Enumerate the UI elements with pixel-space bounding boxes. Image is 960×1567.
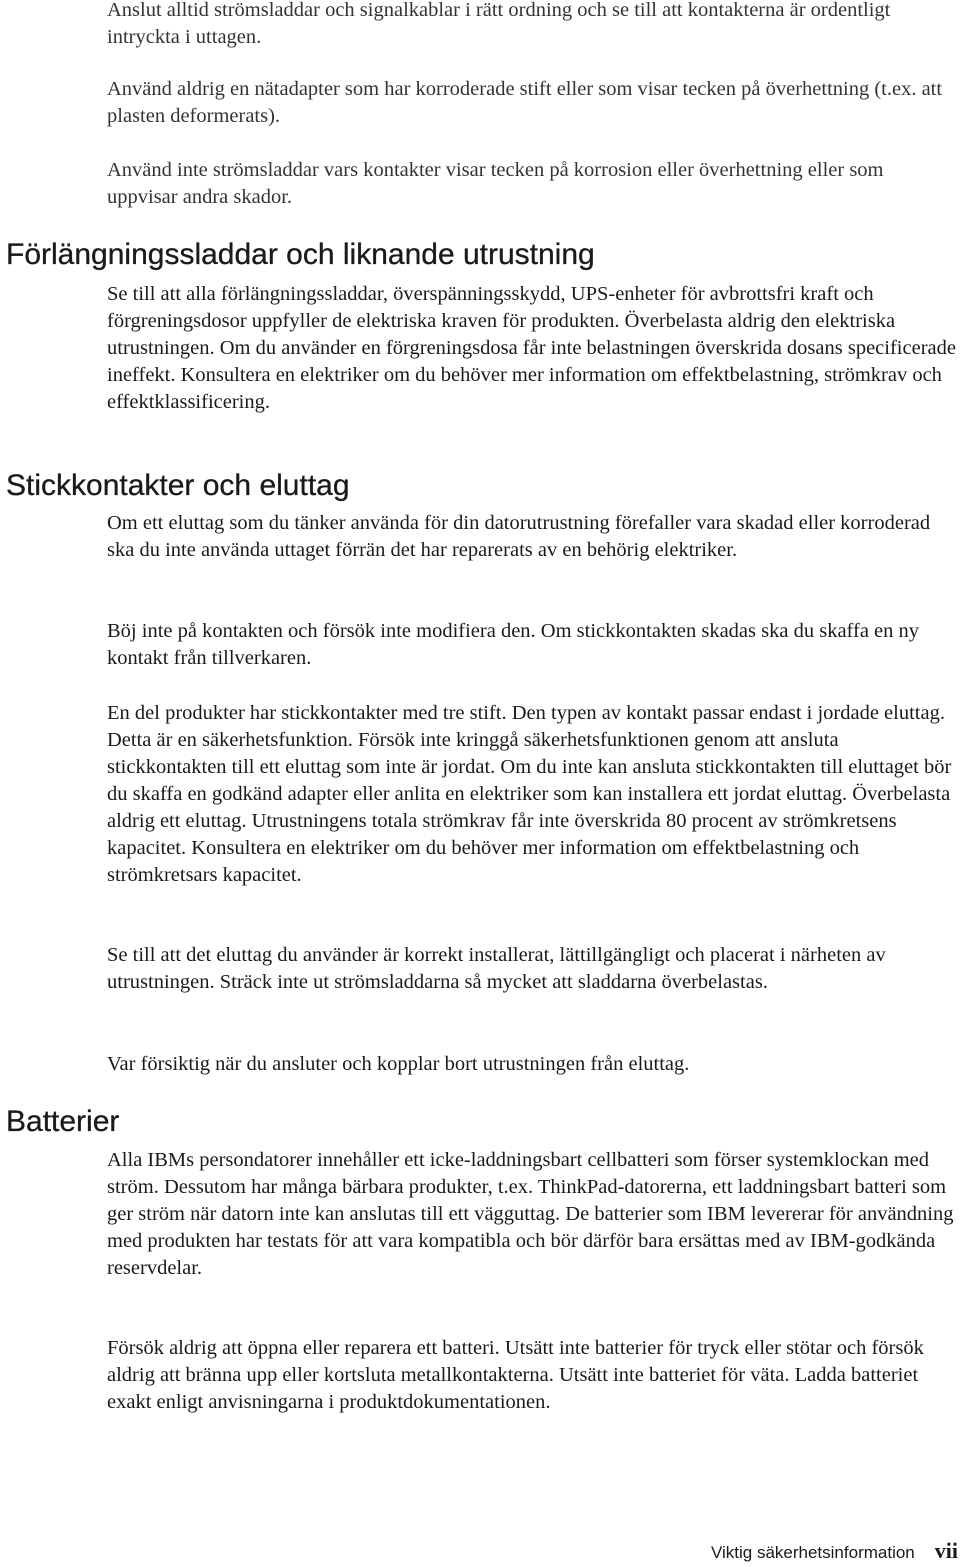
section-title-extension-cords: Förlängningssladdar och liknande utrustning [6, 238, 595, 271]
section-title-plugs-outlets: Stickkontakter och eluttag [6, 469, 350, 502]
plugs-paragraph-5: Var försiktig när du ansluter och kopplar bort utrustningen från eluttag. [107, 1053, 690, 1075]
plugs-paragraph-3: En del produkter har stickkontakter med tre stift. Den typen av kontakt passar endast i jordade eluttag. Detta är en säkerhetsfunktion. Försök inte kringgå säkerhetsfunktionen genom att ansluta stickkontakten till ett eluttag som inte är jordat. Om du inte kan ansluta stickkontakten till eluttaget bör du skaffa en godkänd adapter eller anlita en elektriker som kan installera ett jordat eluttag. Överbelasta aldrig ett eluttag. Utrustningens totala strömkrav får inte överskrida 80 procent av strömkretsens kapacitet. Konsultera en elektriker om du behöver mer information om effektbelastning och strömkretsars kapacitet. [107, 702, 952, 886]
batteries-paragraph-1: Alla IBMs persondatorer innehåller ett icke-laddningsbart cellbatteri som förser systemklockan med ström. Dessutom har många bärbara produkter, t.ex. ThinkPad-datorerna, ett laddningsbart batteri som ger ström när datorn inte kan anslutas till ett vägguttag. De batterier som IBM levererar för användning med produkten har testats för att vara kompatibla och bör därför bara ersättas med av IBM-godkända reservdelar. [107, 1149, 954, 1279]
plugs-paragraph-2: Böj inte på kontakten och försök inte modifiera den. Om stickkontakten skadas ska du skaffa en ny kontakt från tillverkaren. [107, 620, 920, 669]
intro-paragraph-1: Anslut alltid strömsladdar och signalkablar i rätt ordning och se till att kontakterna är ordentligt intryckta i uttagen. [107, 0, 891, 48]
footer-title: Viktig säkerhetsinformation [710, 1543, 915, 1562]
section-title-batteries: Batterier [6, 1105, 120, 1138]
page-footer [711, 1538, 958, 1564]
page-number: vii [934, 1538, 958, 1563]
intro-paragraph-3: Använd inte strömsladdar vars kontakter visar tecken på korrosion eller överhettning eller som uppvisar andra skador. [107, 159, 884, 208]
plugs-paragraph-4: Se till att det eluttag du använder är korrekt installerat, lättillgängligt och placerat i närheten av utrustningen. Sträck inte ut strömsladdarna så mycket att sladdarna överbelastas. [107, 944, 886, 993]
plugs-paragraph-1: Om ett eluttag som du tänker använda för din datorutrustning förefaller vara skadad eller korroderad ska du inte använda uttaget förrän det har reparerats av en behörig elektriker. [107, 512, 931, 561]
extension-cords-paragraph: Se till att alla förlängningssladdar, överspänningsskydd, UPS-enheter för avbrottsfri kraft och förgreningsdosor uppfyller de elektriska kraven för produkten. Överbelasta aldrig den elektriska utrustningen. Om du använder en förgreningsdosa får inte belastningen överskrida dosans specificerade ineffekt. Konsultera en elektriker om du behöver mer information om effektbelastning, strömkrav och effektklassificering. [107, 283, 956, 413]
intro-paragraph-2: Använd aldrig en nätadapter som har korroderade stift eller som visar tecken på överhettning (t.ex. att plasten deformerats). [107, 78, 943, 127]
batteries-paragraph-2: Försök aldrig att öppna eller reparera ett batteri. Utsätt inte batterier för tryck eller stötar och försök aldrig att bränna upp eller kortsluta metallkontakterna. Utsätt inte batteriet för väta. Ladda batteriet exakt enligt anvisningarna i produktdokumentationen. [107, 1337, 924, 1413]
